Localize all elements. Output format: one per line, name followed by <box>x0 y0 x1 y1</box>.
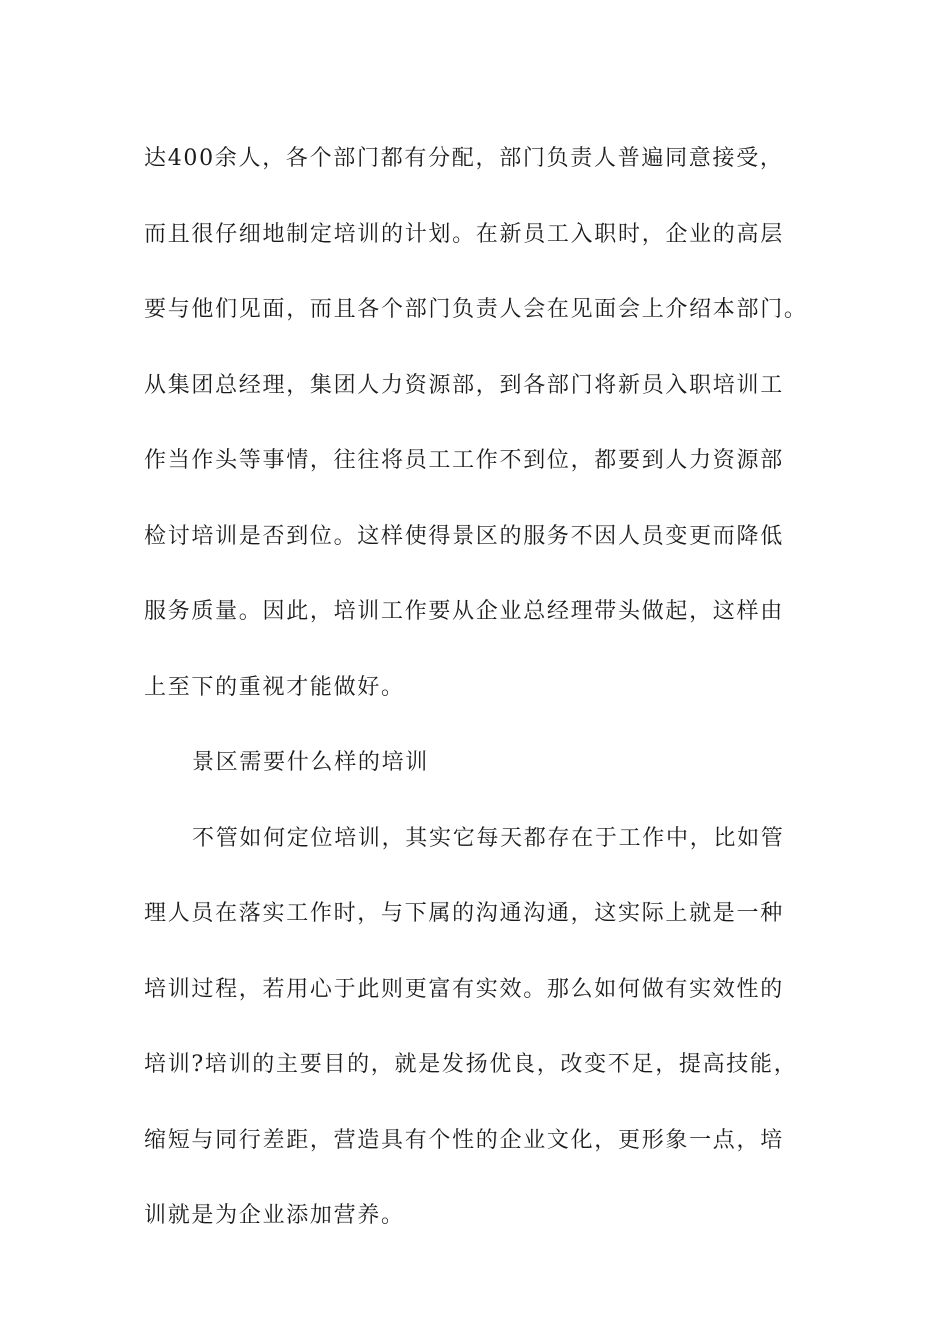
document-body <box>144 121 814 1254</box>
section-heading: 景区需要什么样的培训 <box>192 750 430 775</box>
paragraph-line: 从集团总经理，集团人力资源部，到各部门将新员入职培训工 <box>144 372 784 398</box>
paragraph-line: 培训?培训的主要目的，就是发扬优良，改变不足，提高技能， <box>144 1052 798 1077</box>
paragraph-line: 不管如何定位培训，其实它每天都存在于工作中，比如管 <box>192 825 785 851</box>
paragraph-line: 理人员在落实工作时，与下属的沟通沟通，这实际上就是一种 <box>144 901 784 926</box>
paragraph-line: 训就是为企业添加营养。 <box>144 1203 405 1228</box>
paragraph-line: 作当作头等事情，往往将员工工作不到位，都要到人力资源部 <box>144 448 784 473</box>
paragraph-line: 培训过程，若用心于此则更富有实效。那么如何做有实效性的 <box>144 976 784 1002</box>
paragraph-line: 而且很仔细地制定培训的计划。在新员工入职时，企业的高层 <box>144 221 784 247</box>
paragraph-line: 服务质量。因此，培训工作要从企业总经理带头做起，这样由 <box>144 599 784 624</box>
paragraph-line: 达400余人，各个部门都有分配，部门负责人普遍同意接受， <box>144 146 784 171</box>
paragraph-line: 检讨培训是否到位。这样使得景区的服务不因人员变更而降低 <box>144 523 784 549</box>
paragraph-line: 上至下的重视才能做好。 <box>144 674 405 700</box>
paragraph-line: 要与他们见面，而且各个部门负责人会在见面会上介绍本部门。 <box>144 297 808 322</box>
paragraph-line: 缩短与同行差距，营造具有个性的企业文化，更形象一点，培 <box>144 1127 784 1153</box>
